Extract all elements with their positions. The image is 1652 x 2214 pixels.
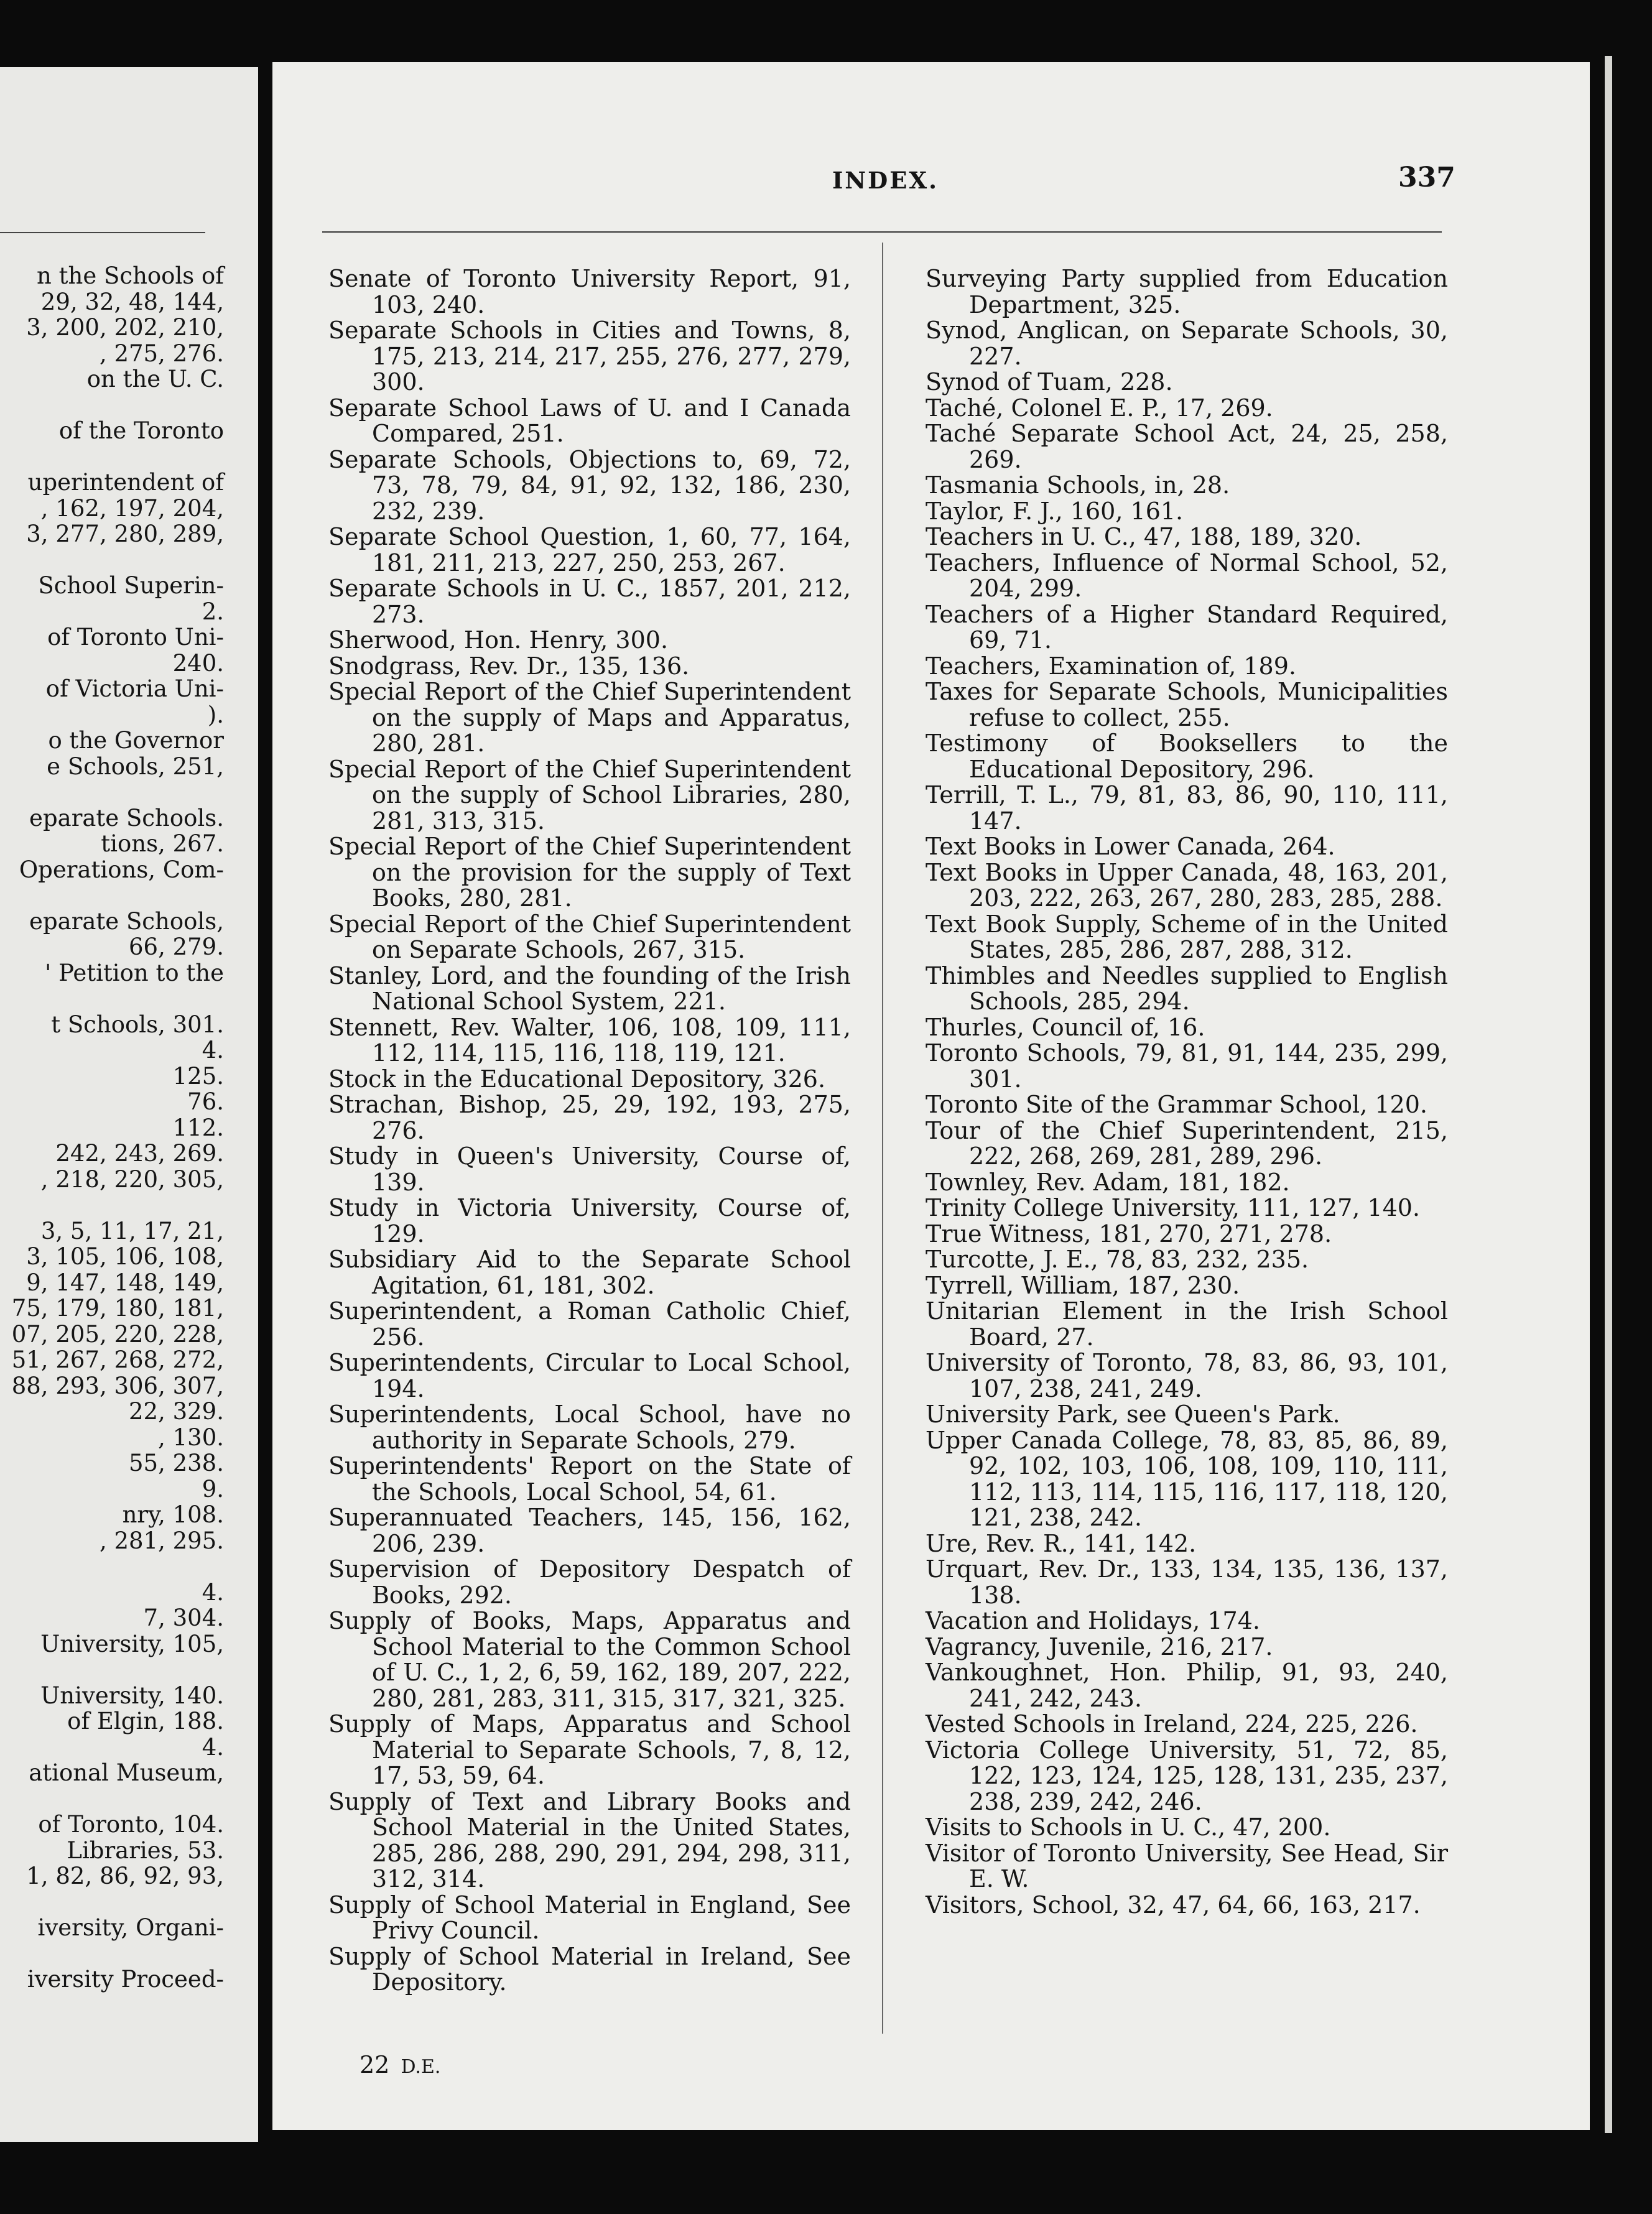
fragment-line bbox=[0, 1657, 224, 1683]
column-divider bbox=[882, 243, 883, 2034]
fragment-line: 3, 200, 202, 210, bbox=[26, 314, 224, 341]
index-column-2 bbox=[926, 266, 1448, 1918]
fragment-line: 76. bbox=[187, 1088, 224, 1115]
index-entry bbox=[328, 1453, 851, 1505]
index-entry-text: Terrill, T. L., 79, 81, 83, 86, 90, 110, 111, 147. bbox=[926, 781, 1448, 835]
index-entry-text: Stennett, Rev. Walter, 106, 108, 109, 111, 112, 114, 115, 116, 118, 119, 121. bbox=[328, 1013, 851, 1067]
index-entry bbox=[926, 1557, 1448, 1608]
index-entry bbox=[328, 447, 851, 525]
fragment-line bbox=[0, 1554, 224, 1580]
index-entry bbox=[328, 396, 851, 447]
index-entry-text: Taxes for Separate Schools, Municipalities refuse to collect, 255. bbox=[926, 678, 1448, 731]
index-entry-text: Superintendent, a Roman Catholic Chief, 256. bbox=[328, 1297, 851, 1351]
index-entry-text: Toronto Site of the Grammar School, 120. bbox=[926, 1091, 1427, 1118]
index-entry bbox=[926, 1247, 1448, 1273]
index-entry-text: Study in Victoria University, Course of, 129. bbox=[328, 1194, 851, 1248]
fragment-line: 240. bbox=[172, 649, 224, 677]
index-entry-text: Surveying Party supplied from Education Department, 325. bbox=[926, 265, 1448, 318]
index-entry-text: Thimbles and Needles supplied to English Schools, 285, 294. bbox=[926, 961, 1448, 1015]
index-entry bbox=[926, 1531, 1448, 1557]
signature-mark bbox=[360, 2051, 440, 2078]
fragment-line: , 162, 197, 204, bbox=[40, 494, 224, 522]
fragment-line: , 275, 276. bbox=[99, 340, 224, 367]
fragment-line: of the Toronto bbox=[58, 417, 224, 444]
index-entry-text: Separate Schools, Objections to, 69, 72, 73, 78, 79, 84, 91, 92, 132, 186, 230, 232, 239. bbox=[328, 445, 851, 525]
index-entry-text: Superannuated Teachers, 145, 156, 162, 206, 239. bbox=[328, 1504, 851, 1557]
fragment-line: 66, 279. bbox=[129, 933, 224, 960]
index-entry-text: Teachers, Examination of, 189. bbox=[926, 652, 1296, 680]
fragment-line bbox=[0, 392, 224, 419]
fragment-line: 88, 293, 306, 307, bbox=[11, 1372, 224, 1399]
fragment-line: 07, 205, 220, 228, bbox=[11, 1320, 224, 1348]
index-entry bbox=[926, 1634, 1448, 1660]
index-entry-text: Separate Schools in U. C., 1857, 201, 212, 273. bbox=[328, 575, 851, 628]
index-entry-text: Separate School Question, 1, 60, 77, 164, 181, 211, 213, 227, 250, 253, 267. bbox=[328, 523, 851, 577]
index-entry-text: Teachers of a Higher Standard Required, 69, 71. bbox=[926, 600, 1448, 654]
fragment-line: 4. bbox=[202, 1037, 224, 1063]
index-column-1 bbox=[328, 266, 851, 1996]
fragment-line bbox=[0, 1889, 224, 1915]
index-entry-text: University Park, see Queen's Park. bbox=[926, 1401, 1340, 1428]
index-entry bbox=[926, 550, 1448, 602]
index-entry bbox=[328, 834, 851, 912]
index-entry-text: Taché, Colonel E. P., 17, 269. bbox=[926, 394, 1273, 422]
index-entry bbox=[926, 1015, 1448, 1041]
index-entry bbox=[328, 654, 851, 680]
index-entry bbox=[328, 628, 851, 654]
fragment-line: 75, 179, 180, 181, bbox=[11, 1295, 224, 1322]
index-entry-text: Special Report of the Chief Superintendent on Separate Schools, 267, 315. bbox=[328, 910, 851, 963]
index-entry bbox=[328, 757, 851, 835]
fragment-line: t Schools, 301. bbox=[51, 1011, 224, 1038]
index-entry-text: Vested Schools in Ireland, 224, 225, 226. bbox=[926, 1710, 1418, 1738]
index-entry-text: Superintendents' Report on the State of the Schools, Local School, 54, 61. bbox=[328, 1452, 851, 1506]
index-entry-text: Teachers, Influence of Normal School, 52, 204, 299. bbox=[926, 549, 1448, 602]
page-edge bbox=[1605, 56, 1612, 2133]
index-entry-text: Separate Schools in Cities and Towns, 8, 175, 213, 214, 217, 255, 276, 277, 279, 300. bbox=[328, 317, 851, 396]
index-entry-text: Visits to Schools in U. C., 47, 200. bbox=[926, 1813, 1331, 1841]
fragment-line: 9, 147, 148, 149, bbox=[26, 1269, 224, 1296]
index-page bbox=[272, 62, 1590, 2130]
index-entry bbox=[926, 1092, 1448, 1118]
signature-letters: D.E. bbox=[401, 2056, 441, 2078]
fragment-line: 4. bbox=[202, 1578, 224, 1606]
fragment-line: iversity Proceed- bbox=[27, 1966, 224, 1993]
index-entry bbox=[926, 1118, 1448, 1170]
index-entry bbox=[328, 1247, 851, 1299]
index-entry bbox=[328, 1144, 851, 1195]
fragment-line: nry, 108. bbox=[122, 1501, 224, 1528]
page-title: INDEX. bbox=[832, 167, 939, 194]
left-page-fragment bbox=[0, 67, 258, 2142]
index-entry bbox=[328, 318, 851, 396]
index-entry-text: Vagrancy, Juvenile, 216, 217. bbox=[926, 1633, 1273, 1660]
index-entry bbox=[926, 1841, 1448, 1892]
index-entry-text: Superintendents, Local School, have no authority in Separate Schools, 279. bbox=[328, 1401, 851, 1454]
signature-number: 22 bbox=[360, 2051, 390, 2078]
index-entry-text: Urquart, Rev. Dr., 133, 134, 135, 136, 137, 138. bbox=[926, 1555, 1448, 1609]
index-entry-text: Special Report of the Chief Superintendent on the provision for the supply of Text Books, 280, 281. bbox=[328, 833, 851, 912]
index-entry bbox=[926, 1299, 1448, 1350]
fragment-line: , 281, 295. bbox=[99, 1527, 224, 1554]
fragment-line bbox=[0, 779, 224, 805]
fragment-line: , 218, 220, 305, bbox=[40, 1165, 224, 1193]
fragment-line: 51, 267, 268, 272, bbox=[11, 1346, 224, 1373]
fragment-line: ' Petition to the bbox=[45, 959, 224, 986]
fragment-line: of Toronto, 104. bbox=[38, 1811, 224, 1838]
index-entry bbox=[926, 1660, 1448, 1711]
fragment-line: of Victoria Uni- bbox=[45, 675, 224, 702]
index-entry bbox=[328, 576, 851, 628]
index-entry bbox=[926, 731, 1448, 782]
index-entry bbox=[328, 1505, 851, 1557]
fragment-line: University, 140. bbox=[40, 1682, 224, 1709]
fragment-line: of Toronto Uni- bbox=[47, 624, 224, 651]
index-entry bbox=[926, 782, 1448, 834]
index-entry-text: Testimony of Booksellers to the Educational Depository, 296. bbox=[926, 730, 1448, 783]
index-entry bbox=[926, 1892, 1448, 1919]
fragment-line: 3, 5, 11, 17, 21, bbox=[40, 1217, 224, 1244]
fragment-line: University, 105, bbox=[40, 1630, 224, 1657]
index-entry-text: Teachers in U. C., 47, 188, 189, 320. bbox=[926, 523, 1362, 550]
index-entry-text: Visitor of Toronto University, See Head, Sir E. W. bbox=[926, 1839, 1448, 1892]
fragment-line: eparate Schools. bbox=[29, 804, 224, 831]
fragment-line: 22, 329. bbox=[129, 1398, 224, 1425]
index-entry-text: Snodgrass, Rev. Dr., 135, 136. bbox=[328, 652, 690, 680]
index-entry-text: Ure, Rev. R., 141, 142. bbox=[926, 1529, 1197, 1557]
left-header-rule bbox=[0, 232, 205, 233]
index-entry bbox=[328, 1789, 851, 1892]
fragment-line: ). bbox=[207, 701, 224, 728]
index-entry bbox=[328, 1892, 851, 1944]
index-entry-text: Turcotte, J. E., 78, 83, 232, 235. bbox=[926, 1246, 1309, 1273]
fragment-line: 112. bbox=[172, 1114, 224, 1141]
fragment-line: e Schools, 251, bbox=[47, 753, 224, 780]
index-entry-text: Tasmania Schools, in, 28. bbox=[926, 471, 1230, 499]
header-rule bbox=[322, 231, 1442, 233]
index-entry bbox=[926, 1711, 1448, 1738]
index-entry-text: Text Book Supply, Scheme of in the United States, 285, 286, 287, 288, 312. bbox=[926, 910, 1448, 963]
fragment-line: , 130. bbox=[158, 1424, 224, 1451]
index-entry-text: Supply of School Material in Ireland, See Depository. bbox=[328, 1942, 851, 1996]
index-entry-text: Vacation and Holidays, 174. bbox=[926, 1607, 1260, 1634]
index-entry-text: Victoria College University, 51, 72, 85, 122, 123, 124, 125, 128, 131, 235, 237, 238, 239, 242, 246. bbox=[926, 1736, 1448, 1815]
index-entry bbox=[926, 1170, 1448, 1196]
index-entry-text: Separate School Laws of U. and I Canada Compared, 251. bbox=[328, 394, 851, 447]
index-entry bbox=[926, 473, 1448, 499]
index-entry bbox=[328, 1067, 851, 1093]
index-entry bbox=[328, 1299, 851, 1350]
index-entry-text: Special Report of the Chief Superintendent on the supply of Maps and Apparatus, 280, 281. bbox=[328, 678, 851, 757]
fragment-line: 4. bbox=[202, 1733, 224, 1761]
fragment-line bbox=[0, 547, 224, 573]
index-entry-text: Sherwood, Hon. Henry, 300. bbox=[328, 626, 669, 654]
index-entry bbox=[926, 421, 1448, 473]
fragment-line: 242, 243, 269. bbox=[55, 1140, 224, 1167]
index-entry-text: Supply of Books, Maps, Apparatus and School Material to the Common School of U. C., 1, 2, 6, 59, 162, 189, 207, 222, 280, 281, 283, 311, 315, 317, 321, 325. bbox=[328, 1607, 851, 1712]
fragment-line: Libraries, 53. bbox=[67, 1837, 224, 1864]
index-entry bbox=[926, 266, 1448, 318]
index-entry-text: Synod of Tuam, 228. bbox=[926, 368, 1173, 396]
index-entry bbox=[328, 266, 851, 318]
fragment-line: 3, 277, 280, 289, bbox=[26, 521, 224, 547]
index-entry-text: Upper Canada College, 78, 83, 85, 86, 89, 92, 102, 103, 106, 108, 109, 110, 111, 112, 113, 114, 115, 116, 117, 118, 120, 121, 238, 242. bbox=[926, 1426, 1448, 1531]
fragment-line bbox=[0, 882, 224, 909]
index-entry bbox=[328, 1350, 851, 1402]
fragment-line bbox=[0, 444, 224, 470]
index-entry bbox=[926, 1040, 1448, 1092]
index-entry bbox=[926, 654, 1448, 680]
index-entry bbox=[926, 860, 1448, 912]
fragment-line: n the Schools of bbox=[37, 262, 224, 289]
fragment-line: ational Museum, bbox=[29, 1759, 224, 1786]
fragment-line: 7, 304. bbox=[143, 1605, 224, 1631]
index-entry-text: Stock in the Educational Depository, 326. bbox=[328, 1065, 826, 1093]
index-entry-text: Townley, Rev. Adam, 181, 182. bbox=[926, 1168, 1290, 1196]
index-entry-text: Taché Separate School Act, 24, 25, 258, 269. bbox=[926, 420, 1448, 473]
fragment-line bbox=[0, 1192, 224, 1218]
index-entry-text: Stanley, Lord, and the founding of the Irish National School System, 221. bbox=[328, 961, 851, 1015]
index-entry bbox=[926, 963, 1448, 1015]
index-entry-text: Special Report of the Chief Superintendent on the supply of School Libraries, 280, 281, 313, 315. bbox=[328, 755, 851, 835]
page-number: 337 bbox=[1398, 162, 1455, 193]
index-entry-text: Supply of School Material in England, See Privy Council. bbox=[328, 1891, 851, 1944]
index-entry bbox=[328, 1402, 851, 1453]
fragment-line: iversity, Organi- bbox=[37, 1914, 224, 1941]
index-entry bbox=[926, 369, 1448, 396]
fragment-line: tions, 267. bbox=[101, 830, 224, 857]
index-entry bbox=[926, 602, 1448, 654]
index-entry bbox=[926, 396, 1448, 422]
index-entry bbox=[926, 679, 1448, 731]
index-entry bbox=[926, 1273, 1448, 1299]
index-entry-text: Supply of Maps, Apparatus and School Material to Separate Schools, 7, 8, 12, 17, 53, 59, 64. bbox=[328, 1710, 851, 1789]
index-entry-text: Visitors, School, 32, 47, 64, 66, 163, 217. bbox=[926, 1891, 1421, 1919]
index-entry bbox=[328, 1092, 851, 1144]
index-entry bbox=[926, 1350, 1448, 1402]
index-entry-text: Supply of Text and Library Books and School Material in the United States, 285, 286, 288, 290, 291, 294, 298, 311, 312, 314. bbox=[328, 1787, 851, 1892]
index-entry-text: Subsidiary Aid to the Separate School Agitation, 61, 181, 302. bbox=[328, 1246, 851, 1299]
fragment-line: School Superin- bbox=[38, 572, 224, 599]
fragment-line: 1, 82, 86, 92, 93, bbox=[26, 1863, 224, 1889]
fragment-line: uperintendent of bbox=[27, 469, 224, 496]
index-entry bbox=[926, 912, 1448, 963]
index-entry-text: Senate of Toronto University Report, 91, 103, 240. bbox=[328, 265, 851, 318]
index-entry-text: Text Books in Upper Canada, 48, 163, 201, 203, 222, 263, 267, 280, 283, 285, 288. bbox=[926, 858, 1448, 912]
index-entry-text: Text Books in Lower Canada, 264. bbox=[926, 833, 1335, 860]
index-entry-text: Vankoughnet, Hon. Philip, 91, 93, 240, 241, 242, 243. bbox=[926, 1659, 1448, 1712]
index-entry bbox=[328, 963, 851, 1015]
index-entry bbox=[926, 1608, 1448, 1634]
index-entry bbox=[926, 834, 1448, 860]
index-entry bbox=[926, 1221, 1448, 1248]
index-entry bbox=[328, 1608, 851, 1711]
fragment-line: 2. bbox=[202, 598, 224, 625]
fragment-line bbox=[0, 1786, 224, 1812]
fragment-line bbox=[0, 986, 224, 1012]
fragment-line: eparate Schools, bbox=[29, 907, 224, 935]
index-entry bbox=[328, 1711, 851, 1789]
index-entry bbox=[328, 1557, 851, 1608]
index-entry-text: Study in Queen's University, Course of, 139. bbox=[328, 1142, 851, 1196]
index-entry-text: Strachan, Bishop, 25, 29, 192, 193, 275, 276. bbox=[328, 1091, 851, 1144]
fragment-line: o the Governor bbox=[48, 727, 224, 754]
fragment-line bbox=[0, 1941, 224, 1967]
fragment-line: 125. bbox=[172, 1062, 224, 1090]
index-entry-text: Superintendents, Circular to Local School, 194. bbox=[328, 1349, 851, 1402]
index-entry-text: Trinity College University, 111, 127, 140. bbox=[926, 1194, 1421, 1221]
index-entry bbox=[926, 1738, 1448, 1815]
index-entry bbox=[926, 1195, 1448, 1221]
index-entry bbox=[926, 1815, 1448, 1841]
left-index-fragment bbox=[0, 263, 224, 1993]
index-entry bbox=[926, 524, 1448, 550]
fragment-line: Operations, Com- bbox=[19, 856, 224, 883]
index-entry bbox=[926, 499, 1448, 525]
index-entry bbox=[328, 679, 851, 757]
index-entry bbox=[328, 524, 851, 576]
index-entry bbox=[926, 318, 1448, 369]
index-entry bbox=[926, 1428, 1448, 1531]
fragment-line: on the U. C. bbox=[86, 366, 224, 392]
index-entry-text: University of Toronto, 78, 83, 86, 93, 101, 107, 238, 241, 249. bbox=[926, 1349, 1448, 1402]
index-entry-text: Unitarian Element in the Irish School Board, 27. bbox=[926, 1297, 1448, 1351]
index-entry-text: Synod, Anglican, on Separate Schools, 30, 227. bbox=[926, 317, 1448, 370]
fragment-line: 9. bbox=[202, 1475, 224, 1503]
index-entry-text: Taylor, F. J., 160, 161. bbox=[926, 497, 1184, 525]
index-entry-text: Toronto Schools, 79, 81, 91, 144, 235, 299, 301. bbox=[926, 1039, 1448, 1093]
fragment-line: of Elgin, 188. bbox=[67, 1708, 224, 1735]
index-entry bbox=[926, 1402, 1448, 1428]
index-entry bbox=[328, 1195, 851, 1247]
index-entry-text: True Witness, 181, 270, 271, 278. bbox=[926, 1220, 1332, 1248]
index-entry bbox=[328, 912, 851, 963]
fragment-line: 55, 238. bbox=[129, 1450, 224, 1476]
index-entry-text: Tyrrell, William, 187, 230. bbox=[926, 1271, 1240, 1299]
index-entry bbox=[328, 1944, 851, 1996]
index-entry bbox=[328, 1015, 851, 1067]
index-entry-text: Supervision of Depository Despatch of Books, 292. bbox=[328, 1555, 851, 1609]
index-entry-text: Thurles, Council of, 16. bbox=[926, 1013, 1205, 1041]
index-entry-text: Tour of the Chief Superintendent, 215, 222, 268, 269, 281, 289, 296. bbox=[926, 1116, 1448, 1170]
fragment-line: 29, 32, 48, 144, bbox=[40, 288, 224, 315]
fragment-line: 3, 105, 106, 108, bbox=[26, 1243, 224, 1270]
